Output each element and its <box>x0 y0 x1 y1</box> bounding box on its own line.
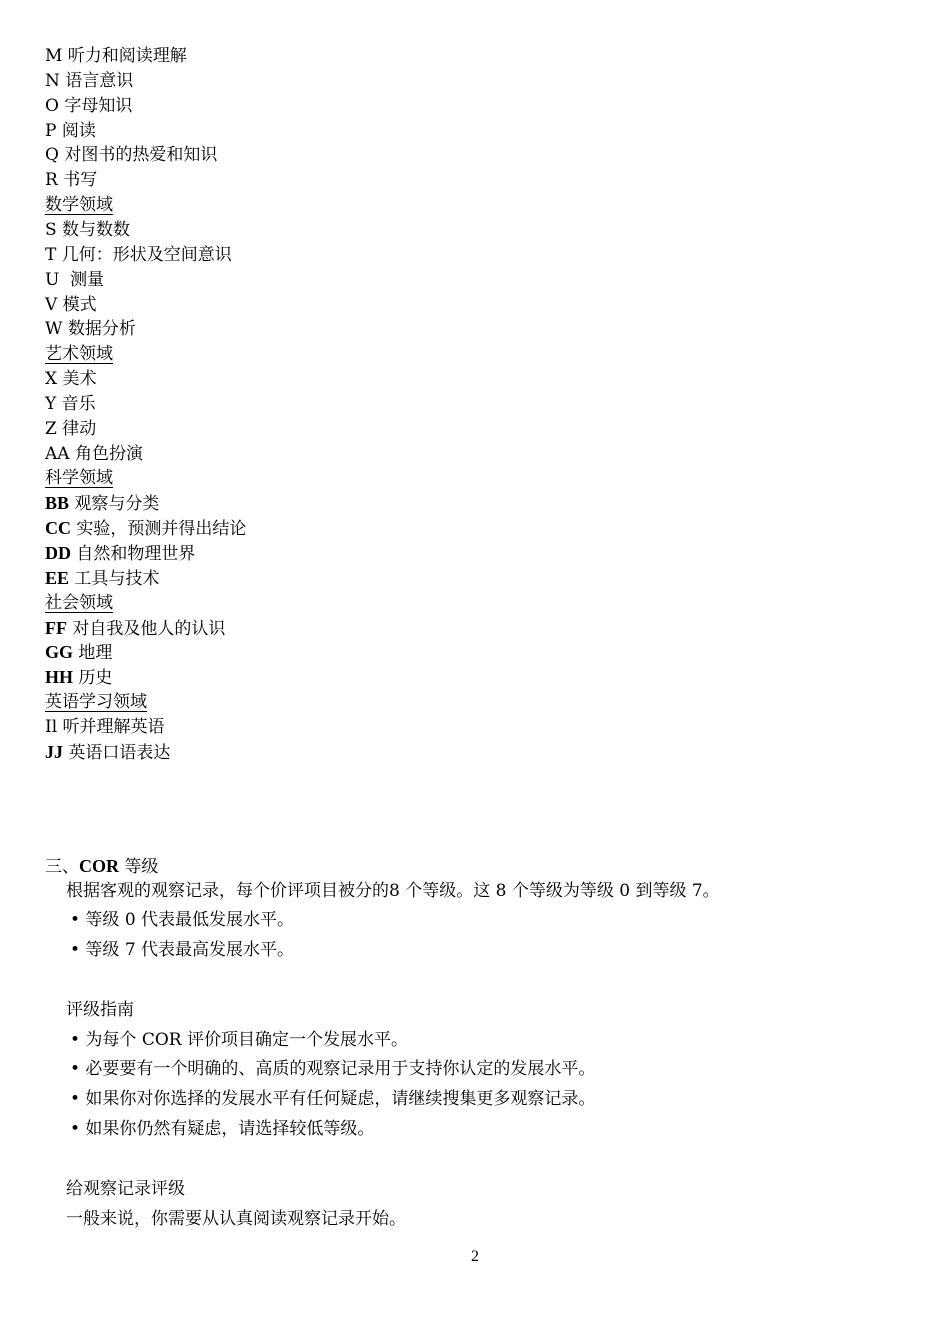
section3-heading <box>45 854 158 879</box>
domain-item-code: JJ <box>45 741 63 762</box>
domain-item-label: 对自我及他人的认识 <box>67 618 226 639</box>
domain-item: Z 律动 <box>45 418 97 439</box>
domain-item <box>45 541 195 566</box>
section3-intro: 根据客观的观察记录，每个价评项目被分的8 个等级。这 8 个等级为等级 0 到等级 7。 <box>66 881 720 901</box>
domain-item: R 书写 <box>45 170 98 191</box>
guide-item: • 必要要有一个明确的、高质的观察记录用于支持你认定的发展水平。 <box>70 1059 596 1079</box>
domain-item-label: 历史 <box>73 668 113 689</box>
domain-item-label: 实验，预测并得出结论 <box>71 519 247 540</box>
domain-heading: 数学领域 <box>45 195 113 216</box>
domain-item <box>45 640 112 665</box>
section3-title-bold: COR <box>79 856 119 876</box>
domain-item: N 语言意识 <box>45 70 134 91</box>
guide-title: 评级指南 <box>66 1000 134 1020</box>
domain-item: Y 音乐 <box>45 393 96 414</box>
domain-item-code: CC <box>45 518 71 539</box>
guide-item: • 如果你对你选择的发展水平有任何疑虑，请继续搜集更多观察记录。 <box>70 1089 596 1109</box>
domain-heading: 艺术领域 <box>45 344 113 365</box>
page-number: 2 <box>471 1248 479 1265</box>
section3-title-rest: 等级 <box>119 857 159 877</box>
domain-item-label: 观察与分类 <box>69 494 160 515</box>
domain-item: S 数与数数 <box>45 219 131 240</box>
domain-item: M 听力和阅读理解 <box>45 46 187 66</box>
domain-item: U 测量 <box>45 269 105 290</box>
domain-item-code: HH <box>45 667 74 688</box>
domain-item: P 阅读 <box>45 120 96 141</box>
domain-item: W 数据分析 <box>45 319 136 340</box>
domain-item <box>45 491 159 516</box>
domain-item-code: BB <box>45 493 70 514</box>
section3-prefix: 三、 <box>45 857 79 877</box>
domain-item: V 模式 <box>45 294 97 315</box>
domain-item <box>45 516 246 541</box>
domain-item: T 几何：形状及空间意识 <box>45 244 232 265</box>
domain-item: Q 对图书的热爱和知识 <box>45 145 218 166</box>
domain-item: X 美术 <box>45 369 97 390</box>
domain-item-code: GG <box>45 642 74 663</box>
guide-item: • 如果你仍然有疑虑，请选择较低等级。 <box>70 1119 375 1139</box>
domain-item-label: 英语口语表达 <box>63 742 171 763</box>
domain-item-label: 自然和物理世界 <box>71 544 196 564</box>
domain-item <box>45 616 225 641</box>
domain-item-label: 地理 <box>73 643 113 664</box>
domain-item-code: FF <box>45 617 67 638</box>
level-item: • 等级 0 代表最低发展水平。 <box>70 910 295 930</box>
domain-item-code: EE <box>45 567 70 588</box>
domain-item <box>45 566 159 591</box>
guide-item: • 为每个 COR 评价项目确定一个发展水平。 <box>70 1030 408 1050</box>
level-item: • 等级 7 代表最高发展水平。 <box>70 940 295 960</box>
rating-title: 给观察记录评级 <box>66 1179 185 1199</box>
domain-item-code: DD <box>45 543 71 563</box>
domain-heading: 社会领域 <box>45 592 113 613</box>
domain-item: AA 角色扮演 <box>45 443 143 464</box>
domain-item <box>45 665 112 690</box>
domain-item: O 字母知识 <box>45 95 133 116</box>
rating-text: 一般来说，你需要从认真阅读观察记录开始。 <box>66 1209 406 1229</box>
domain-item-label: 工具与技术 <box>69 568 160 589</box>
domain-heading: 英语学习领域 <box>45 692 147 713</box>
domain-heading: 科学领域 <box>45 468 113 489</box>
domain-item: Il 听并理解英语 <box>45 716 165 737</box>
domain-item <box>45 740 170 765</box>
